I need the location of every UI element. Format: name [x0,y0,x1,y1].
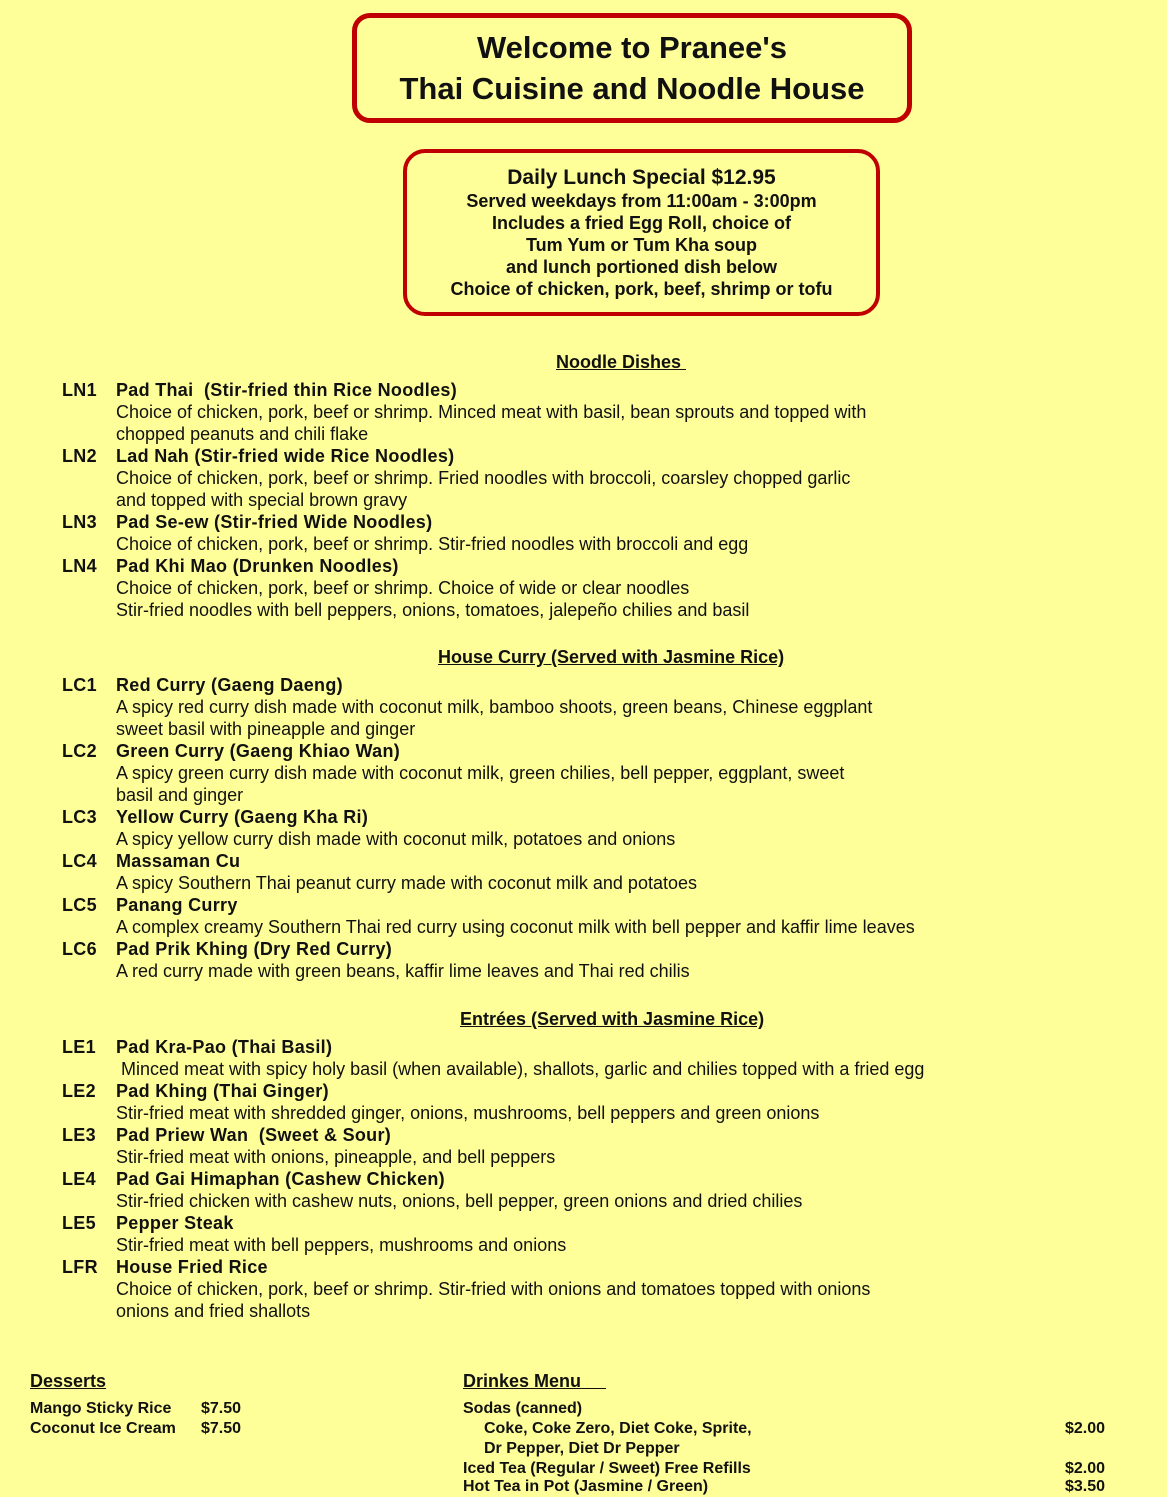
item-code: LN3 [62,512,97,532]
entrees-list [62,1036,1142,1322]
dessert-item [30,1419,241,1439]
dessert-name: Mango Sticky Rice [30,1400,172,1417]
item-description: Stir-fried meat with shredded ginger, onions, mushrooms, bell peppers and green onions [116,1103,820,1123]
welcome-title-box [352,13,912,123]
welcome-title-line2: Thai Cuisine and Noodle House [399,71,865,106]
lunch-special-line: Tum Yum or Tum Kha soup [525,235,757,255]
item-name: Pad Gai Himaphan (Cashew Chicken) [116,1169,445,1189]
item-name: Pad Priew Wan (Sweet & Sour) [116,1125,392,1145]
dessert-price: $7.50 [201,1400,242,1417]
dessert-item [30,1399,241,1419]
menu-item-ln2 [62,445,1142,511]
item-description: onions and fried shallots [116,1301,311,1321]
lunch-special-headline: Daily Lunch Special $12.95 [507,166,776,189]
menu-item-ln4 [62,555,1142,621]
item-description: Stir-fried noodles with bell peppers, onions, tomatoes, jalepeño chilies and basil [116,600,750,620]
menu-item-le5 [62,1212,1142,1256]
item-code: LN1 [62,380,97,400]
item-name: Pad Thai (Stir-fried thin Rice Noodles) [116,380,458,400]
item-name: Red Curry (Gaeng Daeng) [116,675,343,695]
item-code: LC1 [62,675,97,695]
dessert-price: $7.50 [201,1420,242,1437]
item-code: LE3 [62,1125,96,1145]
item-name: Pad Se-ew (Stir-fried Wide Noodles) [116,512,433,532]
item-code: LC5 [62,895,97,915]
noodle-section-heading: Noodle Dishes [556,352,687,372]
menu-item-lc6 [62,938,1142,982]
item-description: Minced meat with spicy holy basil (when available), shallots, garlic and chilies topped with a fried egg [116,1059,925,1079]
item-description: Choice of chicken, pork, beef or shrimp. Stir-fried noodles with broccoli and egg [116,534,749,554]
item-description: A red curry made with green beans, kaffir lime leaves and Thai red chilis [116,961,690,981]
drink-sodas-price: $2.00 [1065,1420,1106,1437]
menu-item-le1 [62,1036,1142,1080]
item-description: A spicy yellow curry dish made with coconut milk, potatoes and onions [116,829,676,849]
item-code: LE4 [62,1169,96,1189]
item-name: House Fried Rice [116,1257,268,1277]
curry-list [62,674,1142,982]
menu-item-ln1 [62,379,1142,445]
item-code: LC4 [62,851,97,871]
menu-item-lc4 [62,850,1142,894]
item-description: Stir-fried meat with bell peppers, mushrooms and onions [116,1235,567,1255]
item-code: LC3 [62,807,97,827]
item-description: chopped peanuts and chili flake [116,424,369,444]
item-name: Pad Khi Mao (Drunken Noodles) [116,556,399,576]
drink-hot-tea-price: $3.50 [1065,1478,1106,1495]
item-description: A spicy Southern Thai peanut curry made with coconut milk and potatoes [116,873,697,893]
item-description: Choice of chicken, pork, beef or shrimp. Stir-fried with onions and tomatoes topped with onions [116,1279,871,1299]
entrees-section-heading: Entrées (Served with Jasmine Rice) [460,1009,765,1029]
menu-item-le3 [62,1124,1142,1168]
item-code: LFR [62,1257,98,1277]
item-name: Pepper Steak [116,1213,234,1233]
lunch-special-line: Choice of chicken, pork, beef, shrimp or tofu [450,279,833,299]
item-description: A spicy green curry dish made with coconut milk, green chilies, bell pepper, eggplant, sweet [116,763,845,783]
lunch-special-line: Served weekdays from 11:00am - 3:00pm [466,191,817,211]
item-description: A complex creamy Southern Thai red curry using coconut milk with bell pepper and kaffir lime leaves [116,917,915,937]
lunch-special-box [403,149,880,316]
item-description: A spicy red curry dish made with coconut milk, bamboo shoots, green beans, Chinese eggplant [116,697,873,717]
item-description: sweet basil with pineapple and ginger [116,719,416,739]
item-code: LN4 [62,556,97,576]
noodle-list [62,379,1142,621]
menu-item-le4 [62,1168,1142,1212]
drink-sodas-label: Sodas (canned) [463,1400,583,1417]
lunch-special-line: Includes a fried Egg Roll, choice of [491,213,792,233]
drink-sodas-line: Dr Pepper, Diet Dr Pepper [484,1440,680,1457]
menu-item-lc3 [62,806,1142,850]
menu-item-lc5 [62,894,1142,938]
item-description: Choice of chicken, pork, beef or shrimp. Choice of wide or clear noodles [116,578,690,598]
item-description: and topped with special brown gravy [116,490,408,510]
menu-item-le2 [62,1080,1142,1124]
welcome-title-line1: Welcome to Pranee's [476,30,788,65]
menu-item-lc2 [62,740,1142,806]
menu-item-ln3 [62,511,1142,555]
item-name: Pad Kra-Pao (Thai Basil) [116,1037,333,1057]
item-name: Yellow Curry (Gaeng Kha Ri) [116,807,369,827]
item-code: LC2 [62,741,97,761]
drink-hot-tea: Hot Tea in Pot (Jasmine / Green) [463,1478,709,1495]
item-name: Panang Curry [116,895,238,915]
drink-sodas-line: Coke, Coke Zero, Diet Coke, Sprite, [484,1420,752,1437]
desserts-heading: Desserts [30,1371,107,1391]
drink-iced-tea: Iced Tea (Regular / Sweet) Free Refills [463,1460,751,1477]
item-code: LE1 [62,1037,96,1057]
drinks-heading: Drinkes Menu [463,1371,607,1391]
item-code: LC6 [62,939,97,959]
item-description: Stir-fried chicken with cashew nuts, onions, bell pepper, green onions and dried chilies [116,1191,803,1211]
item-description: basil and ginger [116,785,244,805]
item-name: Pad Prik Khing (Dry Red Curry) [116,939,393,959]
item-name: Lad Nah (Stir-fried wide Rice Noodles) [116,446,455,466]
item-code: LE2 [62,1081,96,1101]
drink-iced-tea-price: $2.00 [1065,1460,1106,1477]
item-description: Choice of chicken, pork, beef or shrimp. Minced meat with basil, bean sprouts and topped with [116,402,867,422]
curry-section-heading: House Curry (Served with Jasmine Rice) [438,647,785,667]
dessert-name: Coconut Ice Cream [30,1420,176,1437]
item-description: Choice of chicken, pork, beef or shrimp. Fried noodles with broccoli, coarsley chopped garlic [116,468,851,488]
item-code: LE5 [62,1213,96,1233]
item-name: Pad Khing (Thai Ginger) [116,1081,329,1101]
item-name: Massaman Cu [116,851,241,871]
lunch-special-line: and lunch portioned dish below [506,257,777,277]
item-code: LN2 [62,446,97,466]
item-name: Green Curry (Gaeng Khiao Wan) [116,741,401,761]
item-description: Stir-fried meat with onions, pineapple, and bell peppers [116,1147,556,1167]
menu-item-lc1 [62,674,1142,740]
menu-item-lfr [62,1256,1142,1322]
